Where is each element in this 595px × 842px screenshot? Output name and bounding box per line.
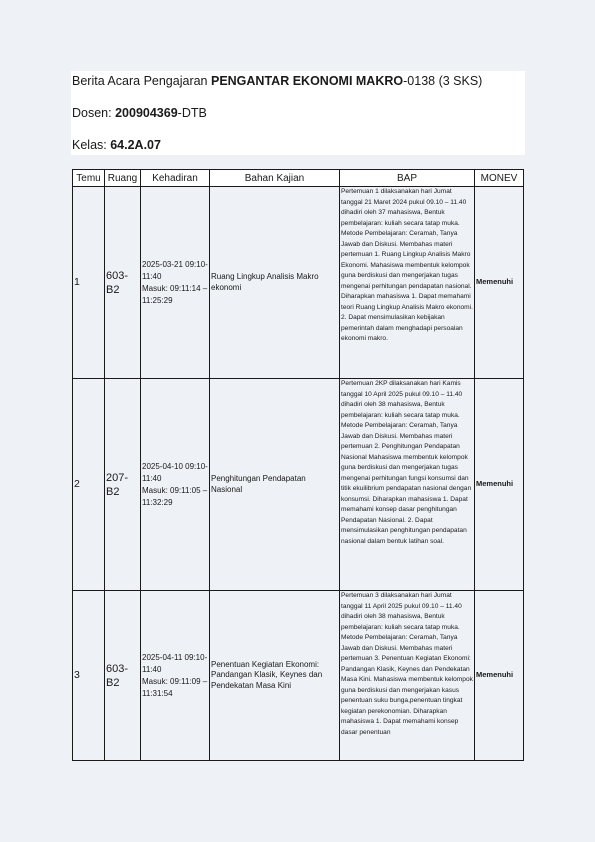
monev-cell: Memenuhi (475, 379, 524, 591)
kelas-value: 64.2A.07 (110, 138, 161, 152)
ruang-cell: 207-B2 (105, 379, 141, 591)
header-kelas-line (72, 138, 161, 152)
ruang-cell: 603-B2 (105, 591, 141, 761)
column-header-bap: BAP (340, 170, 475, 187)
bahan-kajian-cell: Penghitungan Pendapatan Nasional (210, 379, 340, 591)
temu-cell: 1 (73, 187, 105, 379)
table-row (73, 591, 524, 761)
kehadiran-cell (141, 187, 210, 379)
bap-cell (340, 591, 475, 761)
kehadiran-cell (141, 591, 210, 761)
header-title-line (72, 74, 482, 88)
header-dosen-line (72, 106, 207, 120)
dosen-suffix: -DTB (177, 106, 207, 120)
monev-cell: Memenuhi (475, 187, 524, 379)
jadwal-text: 2025-04-10 09:10-11:40 (142, 461, 208, 483)
table-header-row (73, 170, 524, 187)
masuk-text: Masuk: 09:11:05 – 11:32:29 (142, 485, 208, 507)
title-prefix: Berita Acara Pengajaran (72, 74, 211, 88)
column-header-kehadiran: Kehadiran (141, 170, 210, 187)
kelas-label: Kelas: (72, 138, 111, 152)
bap-cell (340, 379, 475, 591)
bap-text: Pertemuan 3 dilaksanakan hari Jumat tanggal 11 April 2025 pukul 09.10 – 11.40 dihadiri oleh 38 mahasiswa, Bentuk pembelajaran: kuliah secara tatap muka. Metode Pembelajaran: Ceramah, Tanya Jawab dan Diskusi. Membahas materi pertemuan 3. Penentuan Kegiatan Ekonomi: Pandangan Klasik, Keynes dan Pendekatan Masa Kini. Mahasiswa membentuk kelompok guna berdiskusi dan mengerjakan kasus penentuan suku bunga,penentuan tingkat kegiatan perekonomian. Diharapkan mahasiswa 1. Dapat memahami konsep dasar penentuan (341, 592, 473, 736)
jadwal-text: 2025-04-11 09:10-11:40 (142, 652, 208, 674)
column-header-temu: Temu (73, 170, 105, 187)
dosen-label: Dosen: (72, 106, 116, 120)
column-header-ruang: Ruang (105, 170, 141, 187)
bahan-kajian-cell: Ruang Lingkup Analisis Makro ekonomi (210, 187, 340, 379)
masuk-text: Masuk: 09:11:14 – 11:25:29 (142, 283, 208, 305)
temu-cell: 2 (73, 379, 105, 591)
bap-text: Pertemuan 1 dilaksanakan hari Jumat tanggal 21 Maret 2024 pukul 09.10 – 11.40 dihadiri oleh 37 mahasiswa, Bentuk pembelajaran: kuliah secara tatap muka. Metode Pembelajaran: Ceramah, Tanya Jawab dan Diskusi. Membahas materi pertemuan 1. Ruang Lingkup Analisis Makro Ekonomi. Mahasiswa membentuk kelompok guna berdiskusi dan mengerjakan tugas mengenai perhitungan pendapatan nasional. Diharapkan mahasiswa 1. Dapat memahami teori Ruang Lingkup Analisis Makro ekonomi. 2. Dapat mensimulasikan kebijakan pemerintah dalam menghadapi persoalan ekonomi makro. (341, 188, 473, 342)
temu-cell: 3 (73, 591, 105, 761)
monev-cell: Memenuhi (475, 591, 524, 761)
ruang-cell: 603-B2 (105, 187, 141, 379)
table-row (73, 379, 524, 591)
kehadiran-cell (141, 379, 210, 591)
dosen-id: 200904369 (115, 106, 178, 120)
bap-cell (340, 187, 475, 379)
bap-text: Pertemuan 2KP dilaksanakan hari Kamis tanggal 10 April 2025 pukul 09.10 – 11.40 dihadiri oleh 38 mahasiswa, Bentuk pembelajaran: kuliah secara tatap muka. Metode Pembelajaran: Ceramah, Tanya Jawab dan Diskusi. Membahas materi pertemuan 2. Penghitungan Pendapatan Nasional Mahasiswa membentuk kelompok guna berdiskusi dan mengerjakan tugas mengenai perhitungan fungsi konsumsi dan titik ekuilibrium pendapatan nasional dengan konsumsi. Diharapkan mahasiswa 1. Dapat memahami konsep dasar penghitungan Pendapatan Nasional. 2. Dapat mensimulasikan penghitungan pendapatan nasional dalam bentuk latihan soal. (341, 380, 472, 545)
bahan-kajian-cell: Penentuan Kegiatan Ekonomi: Pandangan Klasik, Keynes dan Pendekatan Masa Kini (210, 591, 340, 761)
document-header (71, 71, 525, 155)
column-header-monev: MONEV (475, 170, 524, 187)
column-header-bahan-kajian: Bahan Kajian (210, 170, 340, 187)
masuk-text: Masuk: 09:11:09 – 11:31:54 (142, 676, 208, 698)
table-row (73, 187, 524, 379)
attendance-table (72, 169, 524, 761)
course-name: PENGANTAR EKONOMI MAKRO (210, 74, 404, 88)
jadwal-text: 2025-03-21 09:10-11:40 (142, 259, 208, 281)
course-suffix: -0138 (3 SKS) (403, 74, 483, 88)
